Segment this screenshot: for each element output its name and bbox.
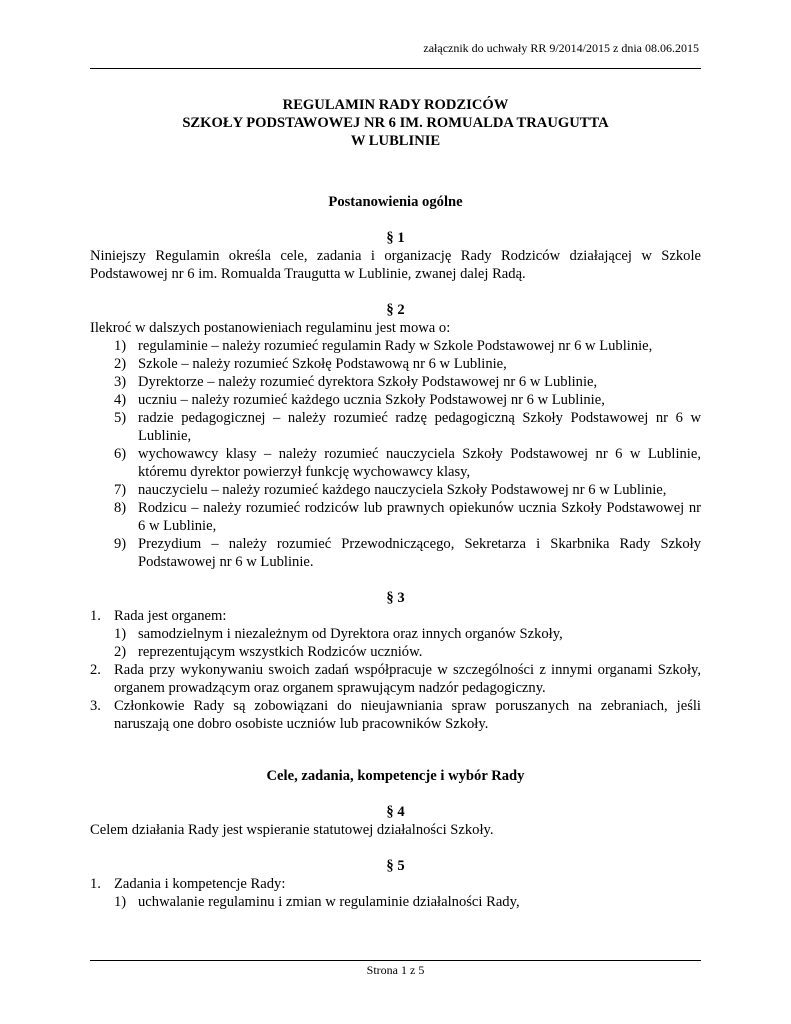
- paragraph-mark-2: § 2: [386, 302, 405, 318]
- paragraph-mark-3: § 3: [386, 590, 405, 606]
- paragraph-2-intro: Ilekroć w dalszych postanowieniach regulaminu jest mowa o:: [90, 320, 451, 336]
- title-line-1: REGULAMIN RADY RODZICÓW: [282, 97, 509, 113]
- list-item: 5) radzie pedagogicznej – należy rozumieć radzę pedagogiczną Szkoły Podstawowej nr 6 w Lublinie,: [114, 410, 701, 444]
- paragraph-mark-5: § 5: [386, 858, 405, 874]
- footer-rule: [90, 960, 701, 961]
- document-body: [90, 96, 701, 911]
- header-note: załącznik do uchwały RR 9/2014/2015 z dnia 08.06.2015: [423, 41, 699, 55]
- section-heading-goals: Cele, zadania, kompetencje i wybór Rady: [266, 768, 525, 784]
- document-title: [90, 96, 701, 150]
- list-item: 2. Rada przy wykonywaniu swoich zadań współpracuje w szczególności z innymi organami Szkoły, organem prowadzącym oraz organem sprawującym nadzór pedagogiczny.: [90, 662, 701, 696]
- list-item: 9) Prezydium – należy rozumieć Przewodniczącego, Sekretarza i Skarbnika Rady Szkoły Podstawowej nr 6 w Lublinie.: [114, 536, 701, 570]
- section-heading-general: Postanowienia ogólne: [328, 194, 463, 210]
- paragraph-1-text: Niniejszy Regulamin określa cele, zadania i organizację Rady Rodziców działającej w Szkole Podstawowej nr 6 im. Romualda Traugutta w Lublinie, zwanej dalej Radą.: [90, 248, 701, 282]
- list-item: 1. Rada jest organem:: [90, 608, 227, 624]
- title-line-3: W LUBLINIE: [350, 133, 441, 149]
- list-item: 3) Dyrektorze – należy rozumieć dyrektora Szkoły Podstawowej nr 6 w Lublinie,: [114, 374, 598, 390]
- list-item: 1) uchwalanie regulaminu i zmian w regulaminie działalności Rady,: [114, 894, 520, 910]
- paragraph-3-list: [90, 607, 701, 733]
- list-item: 1) regulaminie – należy rozumieć regulamin Rady w Szkole Podstawowej nr 6 w Lublinie,: [114, 338, 653, 354]
- list-item: 8) Rodzicu – należy rozumieć rodziców lub prawnych opiekunów ucznia Szkoły Podstawowej nr 6 w Lublinie,: [114, 500, 701, 534]
- list-item: 4) uczniu – należy rozumieć każdego ucznia Szkoły Podstawowej nr 6 w Lublinie,: [114, 392, 605, 408]
- list-item: 1) samodzielnym i niezależnym od Dyrektora oraz innych organów Szkoły,: [114, 626, 563, 642]
- page-number: Strona 1 z 5: [366, 963, 425, 977]
- paragraph-mark-1: § 1: [386, 230, 405, 246]
- list-item: 6) wychowawcy klasy – należy rozumieć nauczyciela Szkoły Podstawowej nr 6 w Lublinie, któremu dyrektor powierzył funkcję wychowawcy klasy,: [114, 446, 701, 480]
- list-item: 2) Szkole – należy rozumieć Szkołę Podstawową nr 6 w Lublinie,: [114, 356, 507, 372]
- paragraph-5-list: [90, 875, 701, 911]
- definitions-list: [90, 337, 701, 571]
- list-item: 3. Członkowie Rady są zobowiązani do nieujawniania spraw poruszanych na zebraniach, jeśli naruszają one dobro osobiste uczniów lub pracowników Szkoły.: [90, 698, 701, 732]
- title-line-2: SZKOŁY PODSTAWOWEJ NR 6 IM. ROMUALDA TRAUGUTTA: [182, 115, 609, 131]
- list-item: 2) reprezentującym wszystkich Rodziców uczniów.: [114, 644, 423, 660]
- paragraph-4-text: Celem działania Rady jest wspieranie statutowej działalności Szkoły.: [90, 822, 494, 838]
- paragraph-mark-4: § 4: [386, 804, 405, 820]
- header-rule: [90, 68, 701, 69]
- list-item: 1. Zadania i kompetencje Rady:: [90, 876, 286, 892]
- list-item: 7) nauczycielu – należy rozumieć każdego nauczyciela Szkoły Podstawowej nr 6 w Lublinie,: [114, 482, 667, 498]
